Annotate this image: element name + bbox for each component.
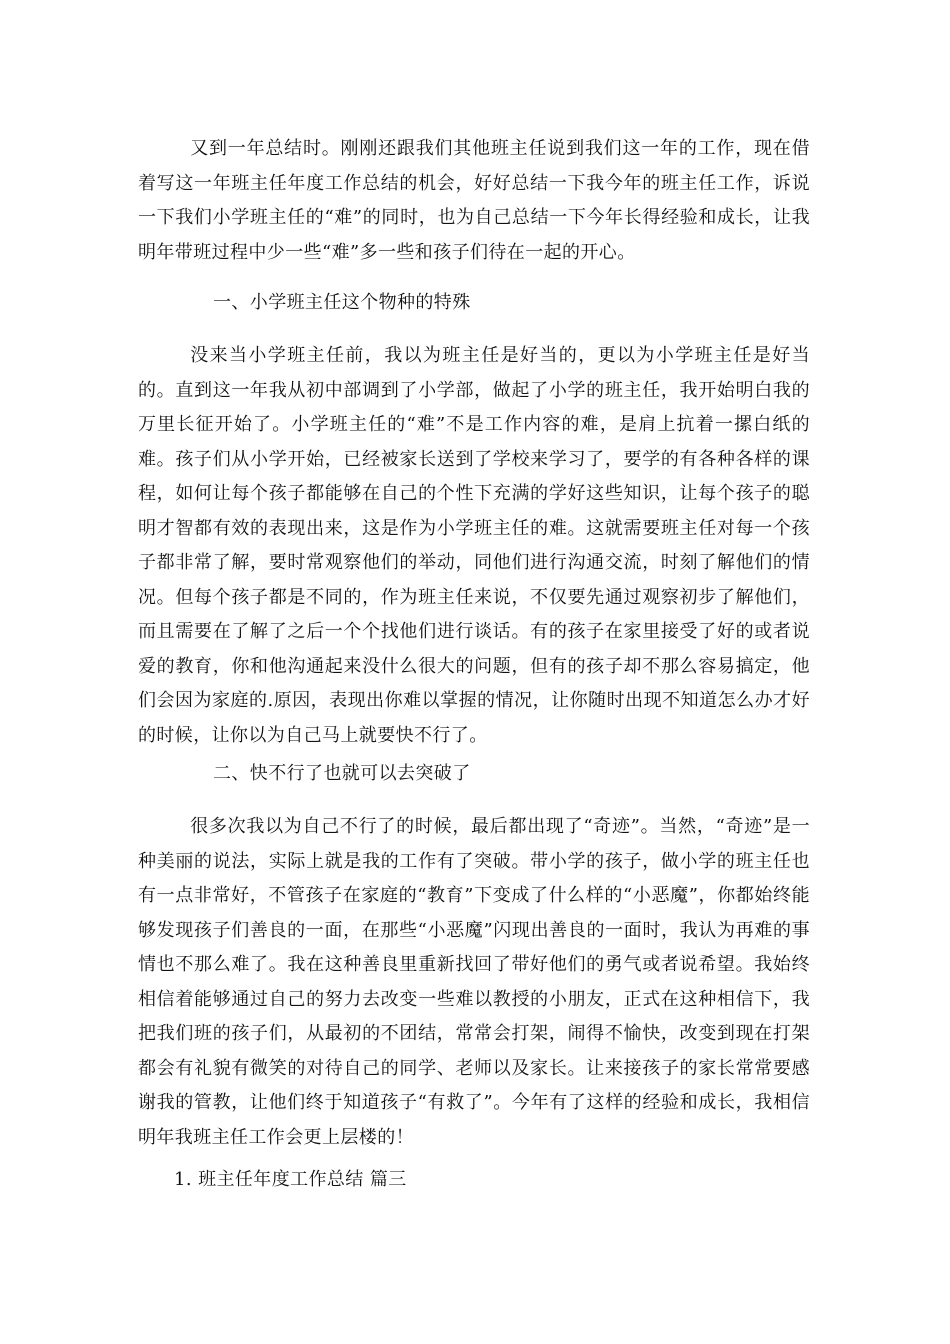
- section-2-paragraph: 很多次我以为自己不行了的时候，最后都出现了“奇迹”。当然，“奇迹”是一种美丽的说法，实际上就是我的工作有了突破。带小学的孩子，做小学的班主任也有一点非常好，不管孩子在家庭的“教育”下变成了什么样的“小恶魔”，你都始终能够发现孩子们善良的一面，在那些“小恶魔”闪现出善良的一面时，我认为再难的事情也不那么难了。我在这种善良里重新找回了带好他们的勇气或者说希望。我始终相信着能够通过自己的努力去改变一些难以教授的小朋友，正式在这种相信下，我把我们班的孩子们，从最初的不团结，常常会打架，闹得不愉快，改变到现在打架都会有礼貌有微笑的对待自己的同学、老师以及家长。让来接孩子的家长常常要感谢我的管教，让他们终于知道孩子“有救了”。今年有了这样的经验和成长，我相信明年我班主任工作会更上层楼的！: [138, 816, 810, 1148]
- section-heading-1: 一、小学班主任这个物种的特殊: [213, 292, 471, 313]
- intro-paragraph: 又到一年总结时。刚刚还跟我们其他班主任说到我们这一年的工作，现在借着写这一年班主任年度工作总结的机会，好好总结一下我今年的班主任工作，诉说一下我们小学班主任的“难”的同时，也为自己总结一下今年长得经验和成长，让我明年带班过程中少一些“难”多一些和孩子们待在一起的开心。: [138, 138, 810, 263]
- next-section-title: 1. 班主任年度工作总结 篇三: [174, 1169, 407, 1190]
- section-1-paragraph: 没来当小学班主任前，我以为班主任是好当的，更以为小学班主任是好当的。直到这一年我从初中部调到了小学部，做起了小学的班主任，我开始明白我的万里长征开始了。小学班主任的“难”不是工作内容的难，是肩上抗着一摞白纸的难。孩子们从小学开始，已经被家长送到了学校来学习了，要学的有各种各样的课程，如何让每个孩子都能够在自己的个性下充满的学好这些知识，让每个孩子的聪明才智都有效的表现出来，这是作为小学班主任的难。这就需要班主任对每一个孩子都非常了解，要时常观察他们的举动，同他们进行沟通交流，时刻了解他们的情况。但每个孩子都是不同的，作为班主任来说，不仅要先通过观察初步了解他们，而且需要在了解了之后一个个找他们进行谈话。有的孩子在家里接受了好的或者说爱的教育，你和他沟通起来没什么很大的问题，但有的孩子却不那么容易搞定，他们会因为家庭的.原因，表现出你难以掌握的情况，让你随时出现不知道怎么办才好的时候，让你以为自己马上就要快不行了。: [138, 345, 810, 746]
- section-heading-2: 二、快不行了也就可以去突破了: [213, 763, 471, 784]
